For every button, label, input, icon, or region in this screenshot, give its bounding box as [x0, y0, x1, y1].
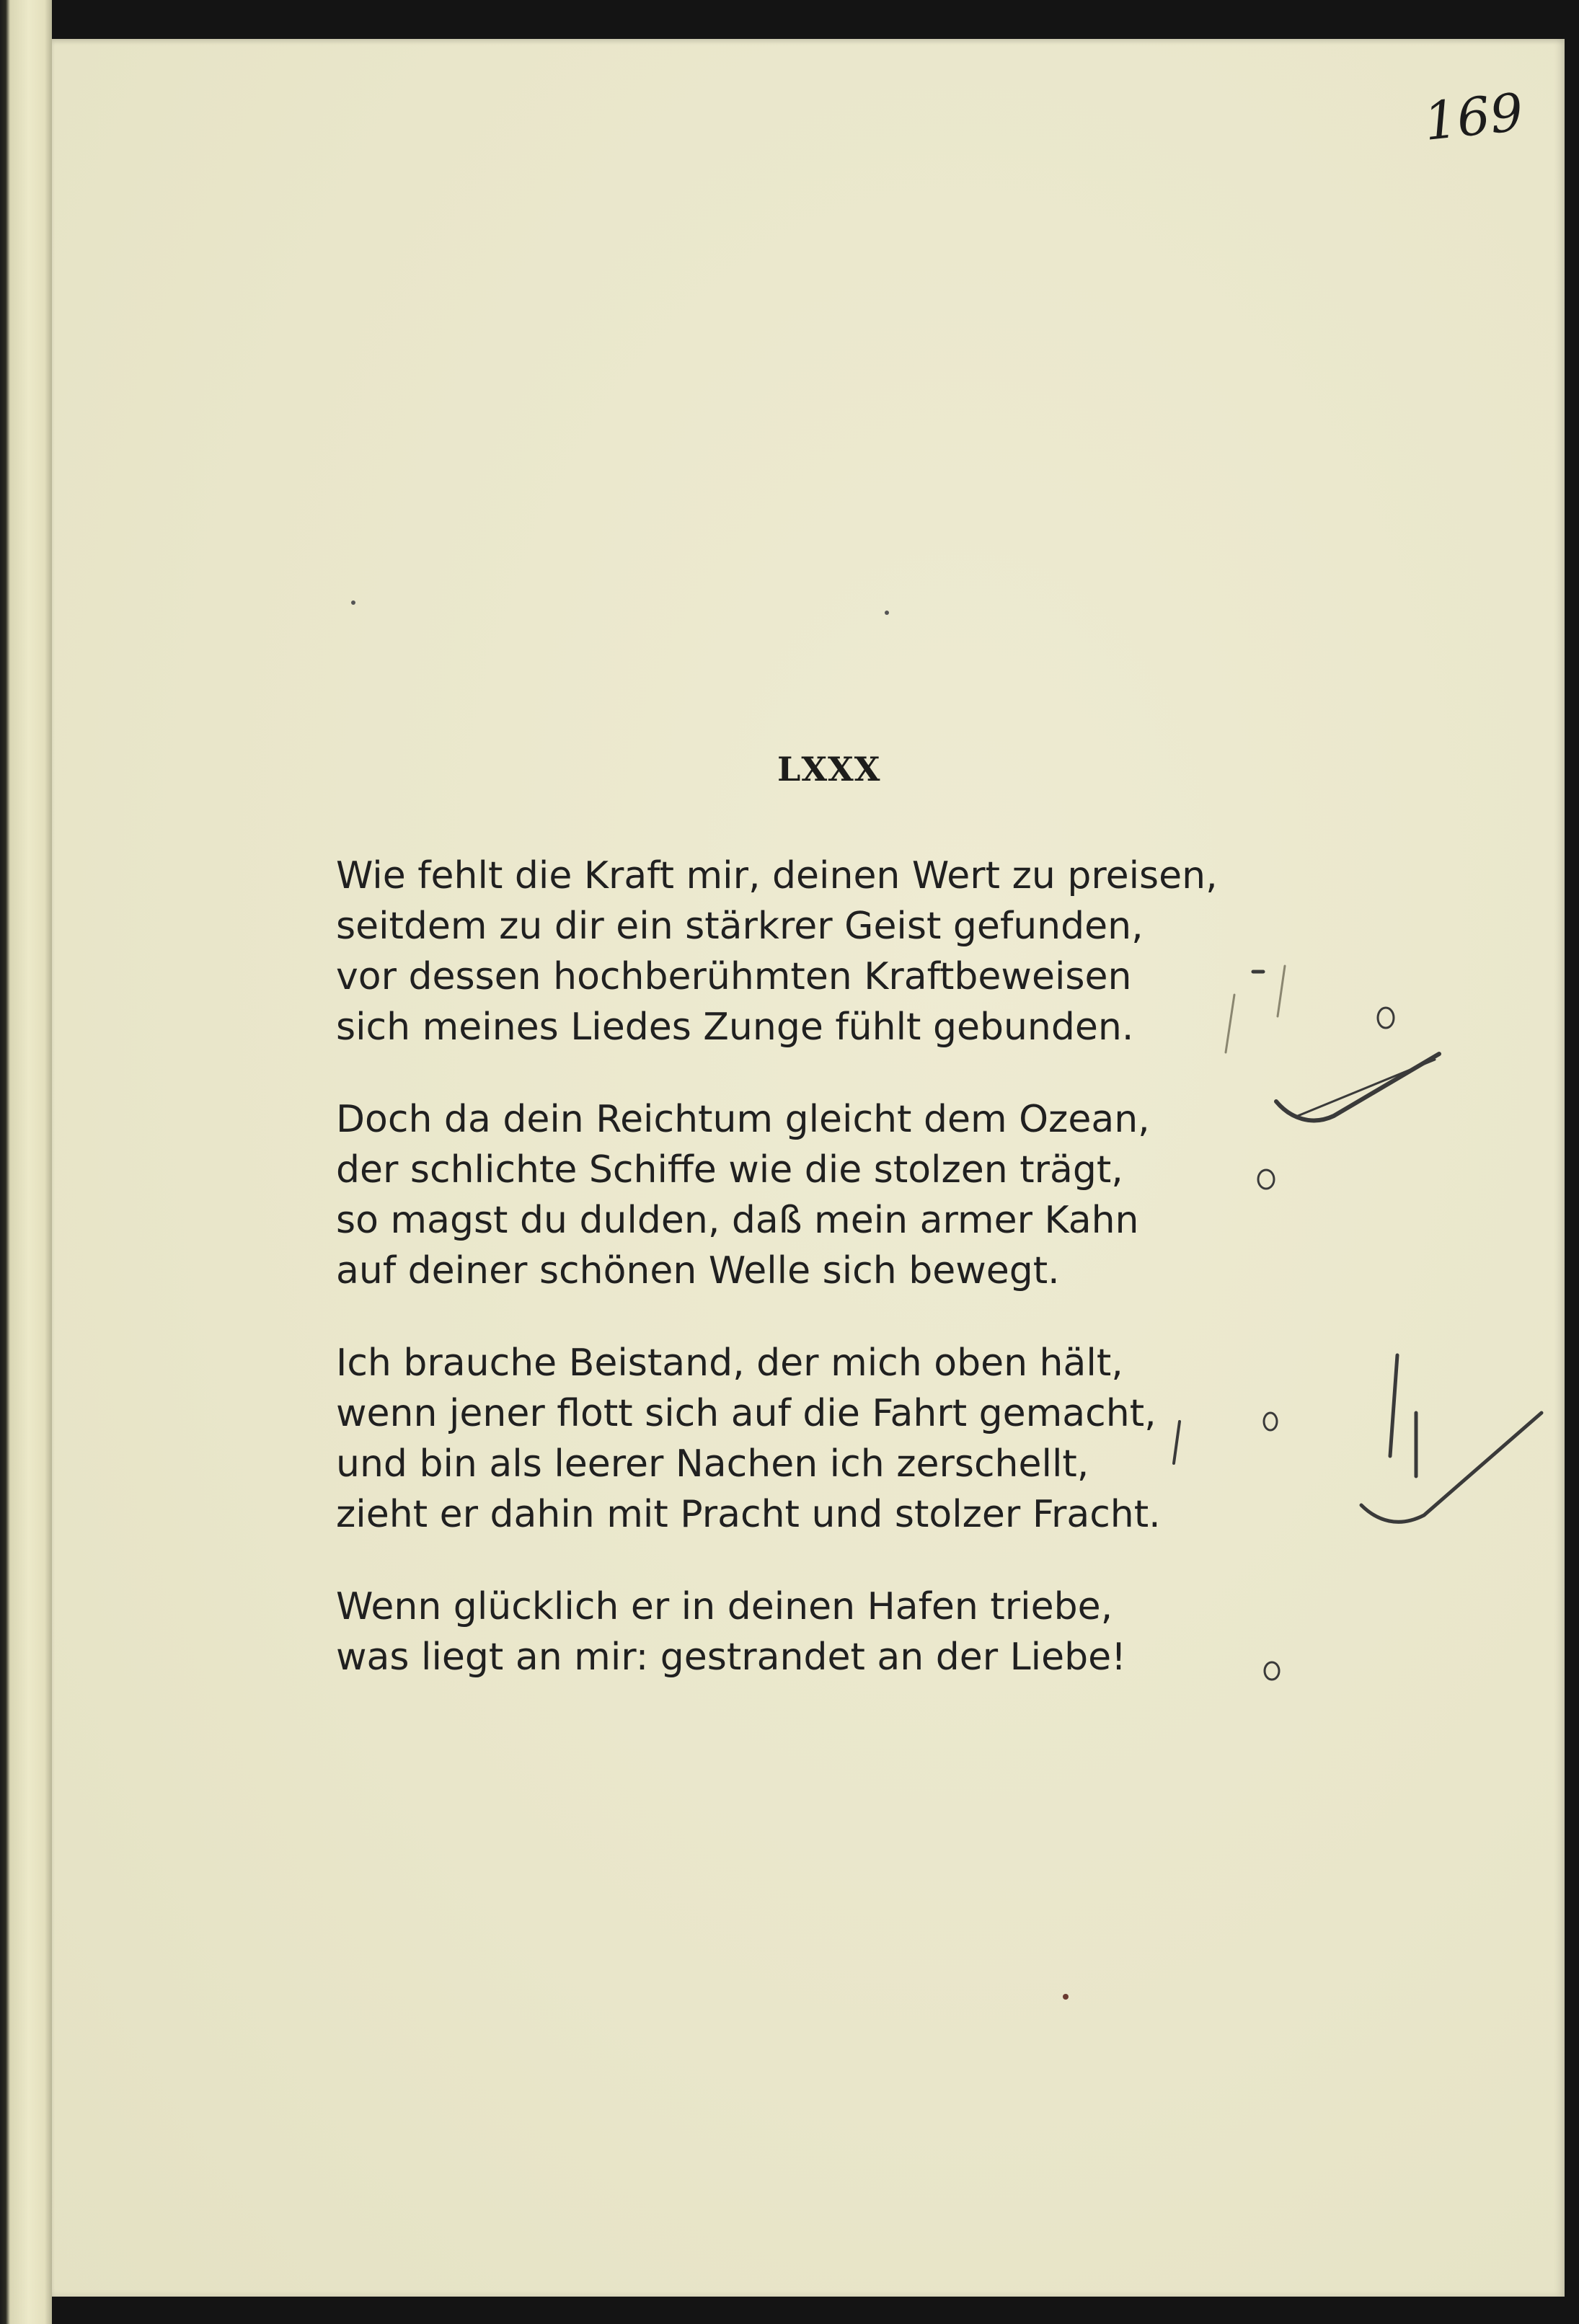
- poem-body: [336, 851, 1345, 1724]
- page-number: 169: [1420, 81, 1526, 152]
- stanza-4: [336, 1582, 1345, 1682]
- poem-line: Wie fehlt die Kraft mir, deinen Wert zu preisen,: [336, 854, 1218, 897]
- poem-line: Ich brauche Beistand, der mich oben hält,: [336, 1341, 1123, 1385]
- poem-line: seitdem zu dir ein stärkrer Geist gefunden,: [336, 905, 1144, 948]
- poem-line: zieht er dahin mit Pracht und stolzer Fracht.: [336, 1493, 1161, 1536]
- poem-line: und bin als leerer Nachen ich zerschellt,: [336, 1442, 1089, 1486]
- stanza-1: [336, 851, 1345, 1052]
- poem-line: Wenn glücklich er in deinen Hafen triebe,: [336, 1585, 1113, 1628]
- stanza-2: [336, 1094, 1345, 1296]
- poem-line: vor dessen hochberühmten Kraftbeweisen: [336, 955, 1132, 998]
- poem-line: was liegt an mir: gestrandet an der Liebe!: [336, 1636, 1126, 1679]
- poem-line: Doch da dein Reichtum gleicht dem Ozean,: [336, 1098, 1150, 1141]
- poem-heading: LXXX: [777, 750, 881, 789]
- poem-line: sich meines Liedes Zunge fühlt gebunden.: [336, 1006, 1134, 1049]
- poem-line: auf deiner schönen Welle sich bewegt.: [336, 1249, 1060, 1292]
- poem-line: der schlichte Schiffe wie die stolzen trägt,: [336, 1148, 1123, 1192]
- poem-line: wenn jener flott sich auf die Fahrt gemacht,: [336, 1392, 1156, 1435]
- stanza-3: [336, 1338, 1345, 1540]
- book-spine-edge: [0, 0, 52, 2324]
- poem-line: so magst du dulden, daß mein armer Kahn: [336, 1199, 1139, 1242]
